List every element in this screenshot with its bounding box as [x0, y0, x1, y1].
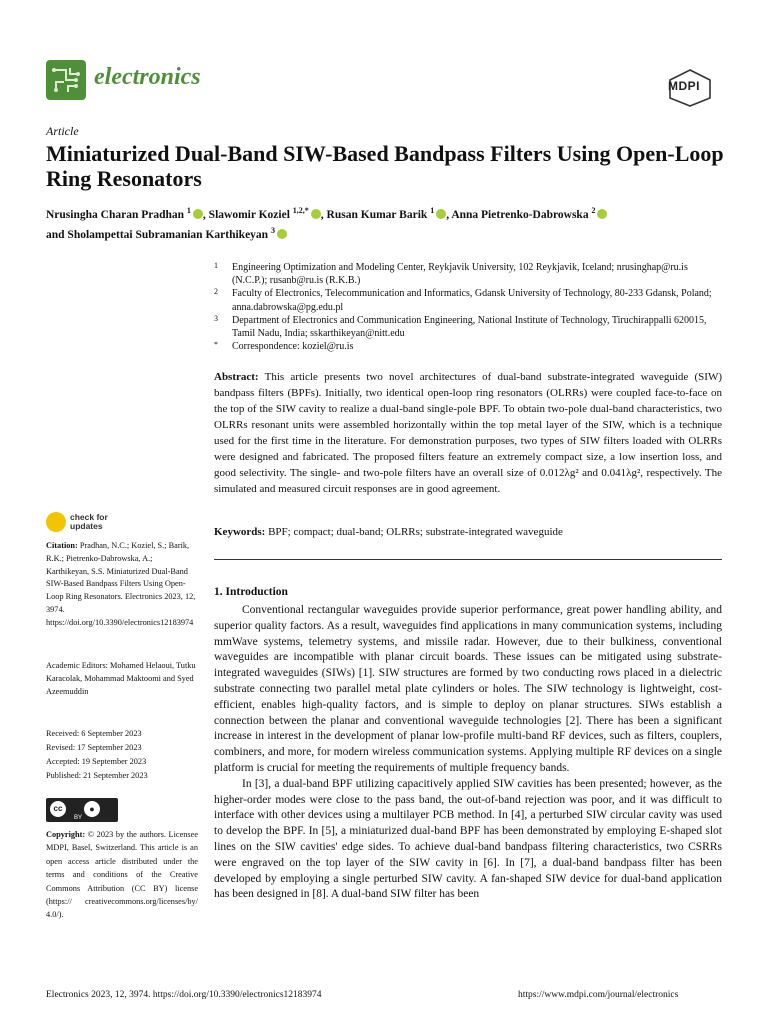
- copyright-label: Copyright:: [46, 830, 86, 839]
- abstract-text: This article presents two novel architectures of dual-band substrate-integrated waveguide (SIW) bandpass filters (BPFs). Initially, two identical open-loop ring resonators (OLRRs) were coupled face-to-face on the top of the SIW cavity to realize a dual-band single-pole BPF. To obtain two-pole dual-band characteristics, two OLRRs resonant units were assembled horizontally within the top metal layer of the SIW, which is a technique used for the first time in the literature. For demonstration purposes, two types of SIW filters loaded with OLRRs were designed and fabricated. The proposed filters feature an extremely compact size, a low insertion loss, and good selectivity. The single- and two-pole filters have an overall size of 0.012λg² and 0.041λg², respectively. The simulated and measured circuit responses are in good agreement.: [214, 371, 722, 495]
- keywords: [214, 526, 722, 538]
- author-name[interactable]: Nrusingha Charan Pradhan: [46, 208, 185, 221]
- orcid-icon[interactable]: [436, 209, 446, 219]
- keywords-label: Keywords:: [214, 526, 266, 538]
- orcid-icon[interactable]: [193, 209, 203, 219]
- affiliation: 1 Engineering Optimization and Modeling Center, Reykjavik University, 102 Reykjavik, Iceland; nrusinghap@ru.is (N.C.P.); rusanb@ru.is (R.K.B.): [214, 261, 688, 287]
- attribution-icon: ●: [84, 801, 100, 817]
- citation-block: [46, 540, 196, 630]
- citation-text: Pradhan, N.C.; Koziel, S.; Barik, R.K.; Pietrenko-Dabrowska, A.; Karthikeyan, S.S. Miniaturized Dual-Band SIW-Based Bandpass Filters Using Open-Loop Ring Resonators. Electronics 2023, 12, 3974. https://doi.org/10.3390/electronics12183974: [46, 541, 196, 627]
- author-affiliation: 1,2,*: [292, 206, 309, 215]
- orcid-icon[interactable]: [597, 209, 607, 219]
- journal-logo-icon: [46, 60, 86, 100]
- affiliation: 3 Department of Electronics and Communication Engineering, National Institute of Technology, Tiruchirappalli 620015, Tamil Nadu, India; sskarthikeyan@nitt.edu: [214, 313, 707, 340]
- abstract: [214, 369, 722, 497]
- publisher-name: MDPI: [668, 79, 700, 93]
- paragraph: In [3], a dual-band BPF utilizing capacitively applied SIW cavities has been presented; however, as the higher-order modes were close to the pass band, the out-of-band rejection was poor, and it was difficult to interface with other devices using a multilayer PCB method. In [4], a perturbed SIW circular cavity was used to develop the BPF. In [5], a miniaturized dual-band BPF has been demonstrated by employing E-shaped slot lines on the SIW cavities' edge sides. To achieve dual-band bandpass filtering characteristics, two CSRRs were engraved on the top layer of the SIW cavity in [6]. In [7], a dual-band bandpass filter has been developed by employing a single perturbed SIW cavity. A fan-shaped SIW device for dual-band application has been designed in [8]. A dual-band SIW filter has been: [214, 777, 722, 901]
- received-date: Received: 6 September 2023: [46, 729, 142, 738]
- affiliations: [214, 261, 724, 353]
- author-affiliation: 2: [591, 206, 596, 215]
- published-date: Published: 21 September 2023: [46, 771, 148, 780]
- orcid-icon[interactable]: [311, 209, 321, 219]
- section-heading: 1. Introduction: [214, 586, 288, 598]
- check-for-updates-icon[interactable]: [46, 512, 66, 532]
- affiliation: 2 Faculty of Electronics, Telecommunication and Informatics, Gdansk University of Technology, 80-233 Gdansk, Poland; anna.dabrowska@pg.edu.pl: [214, 287, 712, 313]
- academic-editors: Academic Editors: Mohamed Helaoui, Tutku Karacolak, Mohammad Maktoomi and Syed Azeemuddin: [46, 661, 196, 696]
- paragraph: Conventional rectangular waveguides provide superior performance, great power handling ability, and superior quality factors. As a result, waveguides find applications in many communication systems, including mmWave systems, telemetry systems, and missile radar. However, due to their bulkiness, conventional waveguides are incompatible with planar circuit boards. These issues can be mitigated using substrate-integrated waveguides (SIWs) [1]. SIW structures are formed by two conducting rows placed in a dielectric substrate connecting two parallel metal plate cylinders or holes. The SIW technology is lightweight, cost-efficient, enables high-quality factors, and is simple to deploy on planar structures. SIWs establish a connection between the planar and conventional waveguide technologies [2]. There has been a significant increase in interest in the development of planar low-profile multi-band RF devices, such as filters, couplers, combiners, and more, for modern wireless communication systems. Applying multiple RF devices on a single platform is crucial for meeting the requirements of multiple frequency bands.: [214, 604, 722, 774]
- article-type: Article: [46, 124, 79, 138]
- cc-by-license-icon[interactable]: [46, 798, 118, 822]
- author-affiliation: 3: [270, 225, 275, 235]
- author-name[interactable]: Rusan Kumar Barik: [326, 208, 428, 221]
- journal-name: electronics: [94, 64, 201, 90]
- author-list: Nrusingha Charan Pradhan $^1$ , Slawomir Koziel $^{1,2,*}$ , Rusan Kumar Barik $^1$ , Anna Pietrenko-Dabrowska $^2$ and Sholampettai Subramanian Karthikeyan $^3$: [46, 203, 726, 243]
- accepted-date: Accepted: 19 September 2023: [46, 757, 147, 766]
- check-for-updates-label[interactable]: check for updates: [70, 512, 108, 531]
- abstract-label: Abstract:: [214, 371, 259, 383]
- divider: [214, 559, 722, 560]
- author-name[interactable]: Slawomir Koziel: [208, 208, 290, 221]
- correspondence: * Correspondence: koziel@ru.is: [214, 340, 354, 353]
- author-affiliation: 1: [186, 206, 191, 215]
- copyright-text: © 2023 by the authors. Licensee MDPI, Basel, Switzerland. This article is an open access article distributed under the terms and conditions of the Creative Commons Attribution (CC BY) license (https:// creativecommons.org/licenses/by/ 4.0/).: [46, 830, 199, 920]
- author-affiliation: 1: [430, 206, 435, 215]
- citation-label: Citation:: [46, 541, 78, 550]
- footer-citation[interactable]: Electronics 2023, 12, 3974. https://doi.org/10.3390/electronics12183974: [46, 990, 322, 1000]
- body-text: [214, 603, 722, 903]
- paper-title: Miniaturized Dual-Band SIW-Based Bandpass Filters Using Open-Loop Ring Resonators: [46, 141, 724, 191]
- cc-icon: cc: [50, 801, 66, 817]
- orcid-icon[interactable]: [277, 229, 287, 239]
- footer-journal-url[interactable]: https://www.mdpi.com/journal/electronics: [518, 990, 679, 1000]
- keywords-text: BPF; compact; dual-band; OLRRs; substrate-integrated waveguide: [268, 526, 563, 538]
- by-label: BY: [74, 815, 83, 821]
- revised-date: Revised: 17 September 2023: [46, 743, 142, 752]
- copyright-notice: [46, 828, 198, 922]
- author-name[interactable]: Sholampettai Subramanian Karthikeyan: [67, 228, 269, 241]
- author-name[interactable]: Anna Pietrenko-Dabrowska: [451, 208, 589, 221]
